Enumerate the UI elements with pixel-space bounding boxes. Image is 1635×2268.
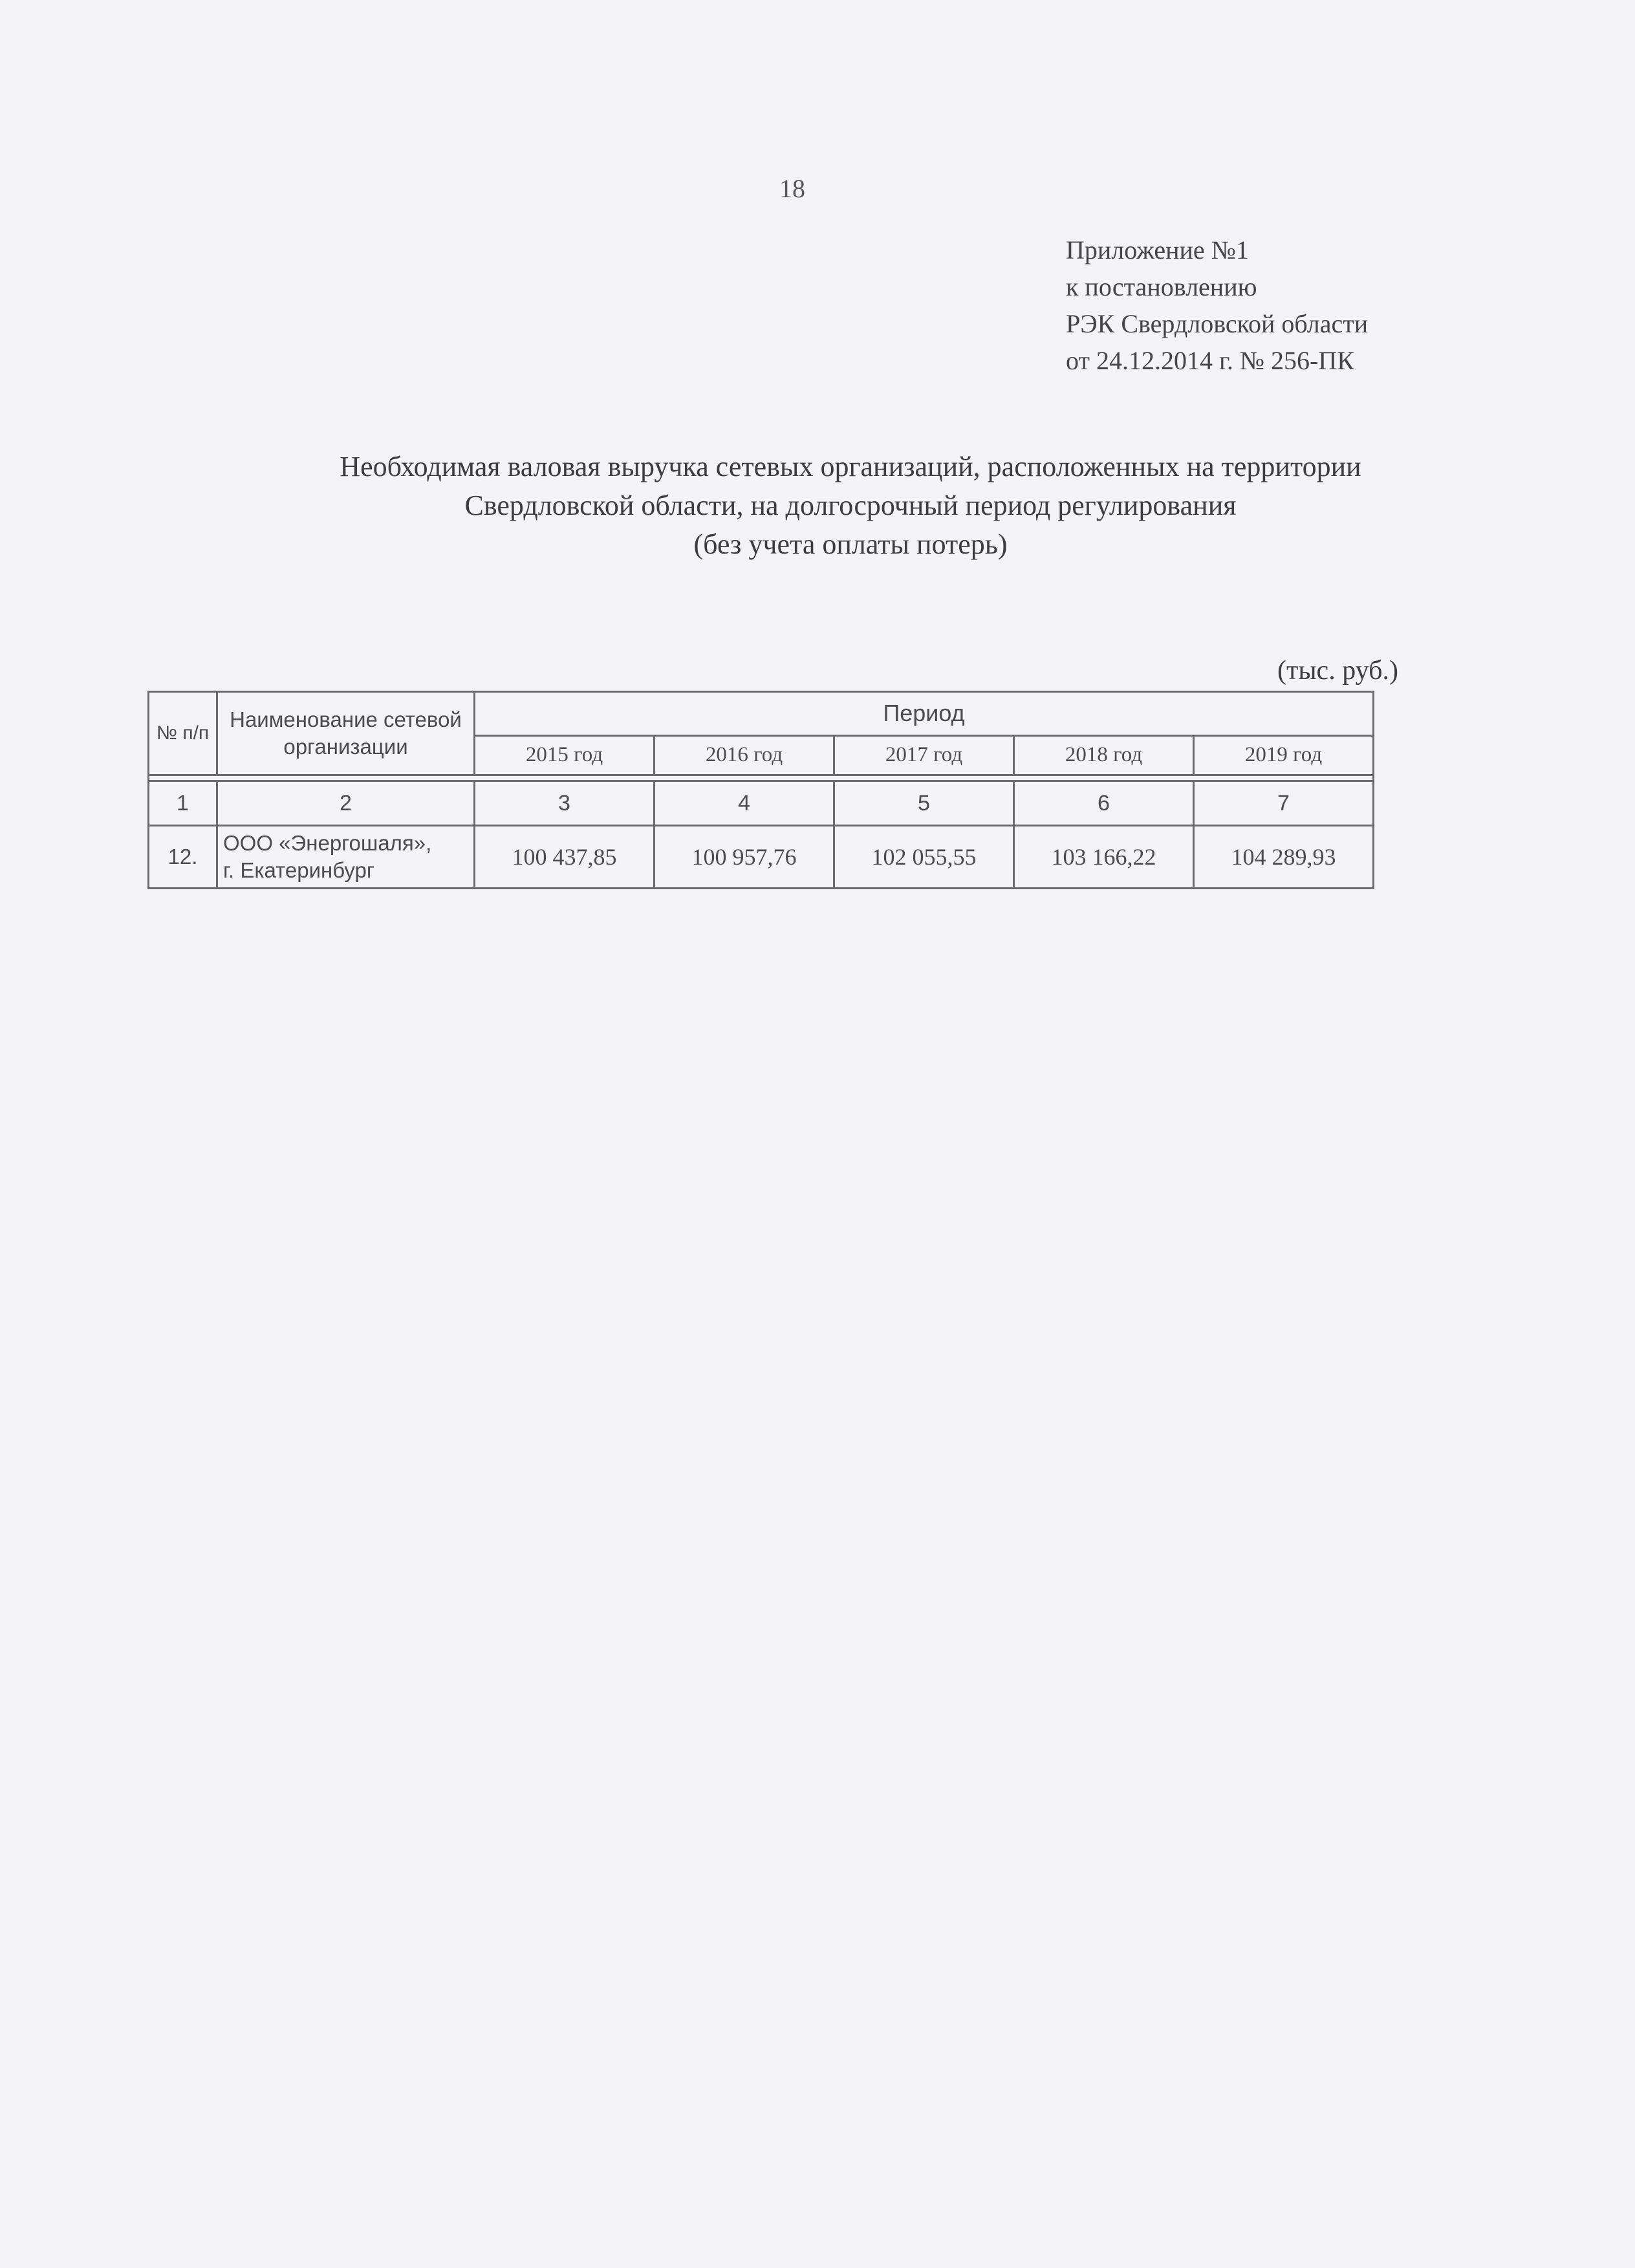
row-num: 12. bbox=[149, 826, 217, 889]
value-2017: 102 055,55 bbox=[834, 826, 1014, 889]
header-year: 2019 год bbox=[1194, 735, 1374, 775]
value-2019: 104 289,93 bbox=[1194, 826, 1374, 889]
header-name: Наименование сетевой организации bbox=[217, 692, 475, 775]
header-year: 2017 год bbox=[834, 735, 1014, 775]
index-cell: 6 bbox=[1014, 781, 1194, 826]
value-2015: 100 437,85 bbox=[475, 826, 655, 889]
header-period: Период bbox=[475, 692, 1374, 736]
appendix-line: от 24.12.2014 г. № 256-ПК bbox=[1066, 346, 1354, 375]
revenue-table bbox=[147, 691, 1374, 889]
table-spacer bbox=[149, 775, 1374, 781]
index-cell: 7 bbox=[1194, 781, 1374, 826]
header-num: № п/п bbox=[149, 692, 217, 775]
appendix-line: РЭК Свердловской области bbox=[1066, 309, 1369, 338]
index-cell: 3 bbox=[475, 781, 655, 826]
header-year: 2016 год bbox=[655, 735, 834, 775]
appendix-line: к постановлению bbox=[1066, 272, 1257, 301]
index-cell: 2 bbox=[217, 781, 475, 826]
header-year: 2015 год bbox=[475, 735, 655, 775]
table-header-row bbox=[149, 692, 1374, 736]
value-2016: 100 957,76 bbox=[655, 826, 834, 889]
organization-city: г. Екатеринбург bbox=[223, 858, 374, 882]
organization-name: ООО «Энергошаля», bbox=[223, 831, 432, 855]
index-cell: 1 bbox=[149, 781, 217, 826]
units-label: (тыс. руб.) bbox=[1277, 656, 1398, 686]
document-title bbox=[97, 448, 1604, 564]
table-row bbox=[149, 826, 1374, 889]
appendix-line: Приложение №1 bbox=[1066, 235, 1249, 265]
index-cell: 5 bbox=[834, 781, 1014, 826]
column-index-row bbox=[149, 781, 1374, 826]
title-line: (без учета оплаты потерь) bbox=[693, 528, 1008, 560]
header-year: 2018 год bbox=[1014, 735, 1194, 775]
spacer-cell bbox=[149, 775, 1374, 781]
appendix-reference bbox=[1066, 232, 1368, 379]
page-number: 18 bbox=[779, 174, 805, 203]
value-2018: 103 166,22 bbox=[1014, 826, 1194, 889]
title-line: Необходимая валовая выручка сетевых организаций, расположенных на территории bbox=[340, 451, 1361, 482]
row-organization bbox=[217, 826, 475, 889]
title-line: Свердловской области, на долгосрочный период регулирования bbox=[464, 490, 1237, 521]
index-cell: 4 bbox=[655, 781, 834, 826]
